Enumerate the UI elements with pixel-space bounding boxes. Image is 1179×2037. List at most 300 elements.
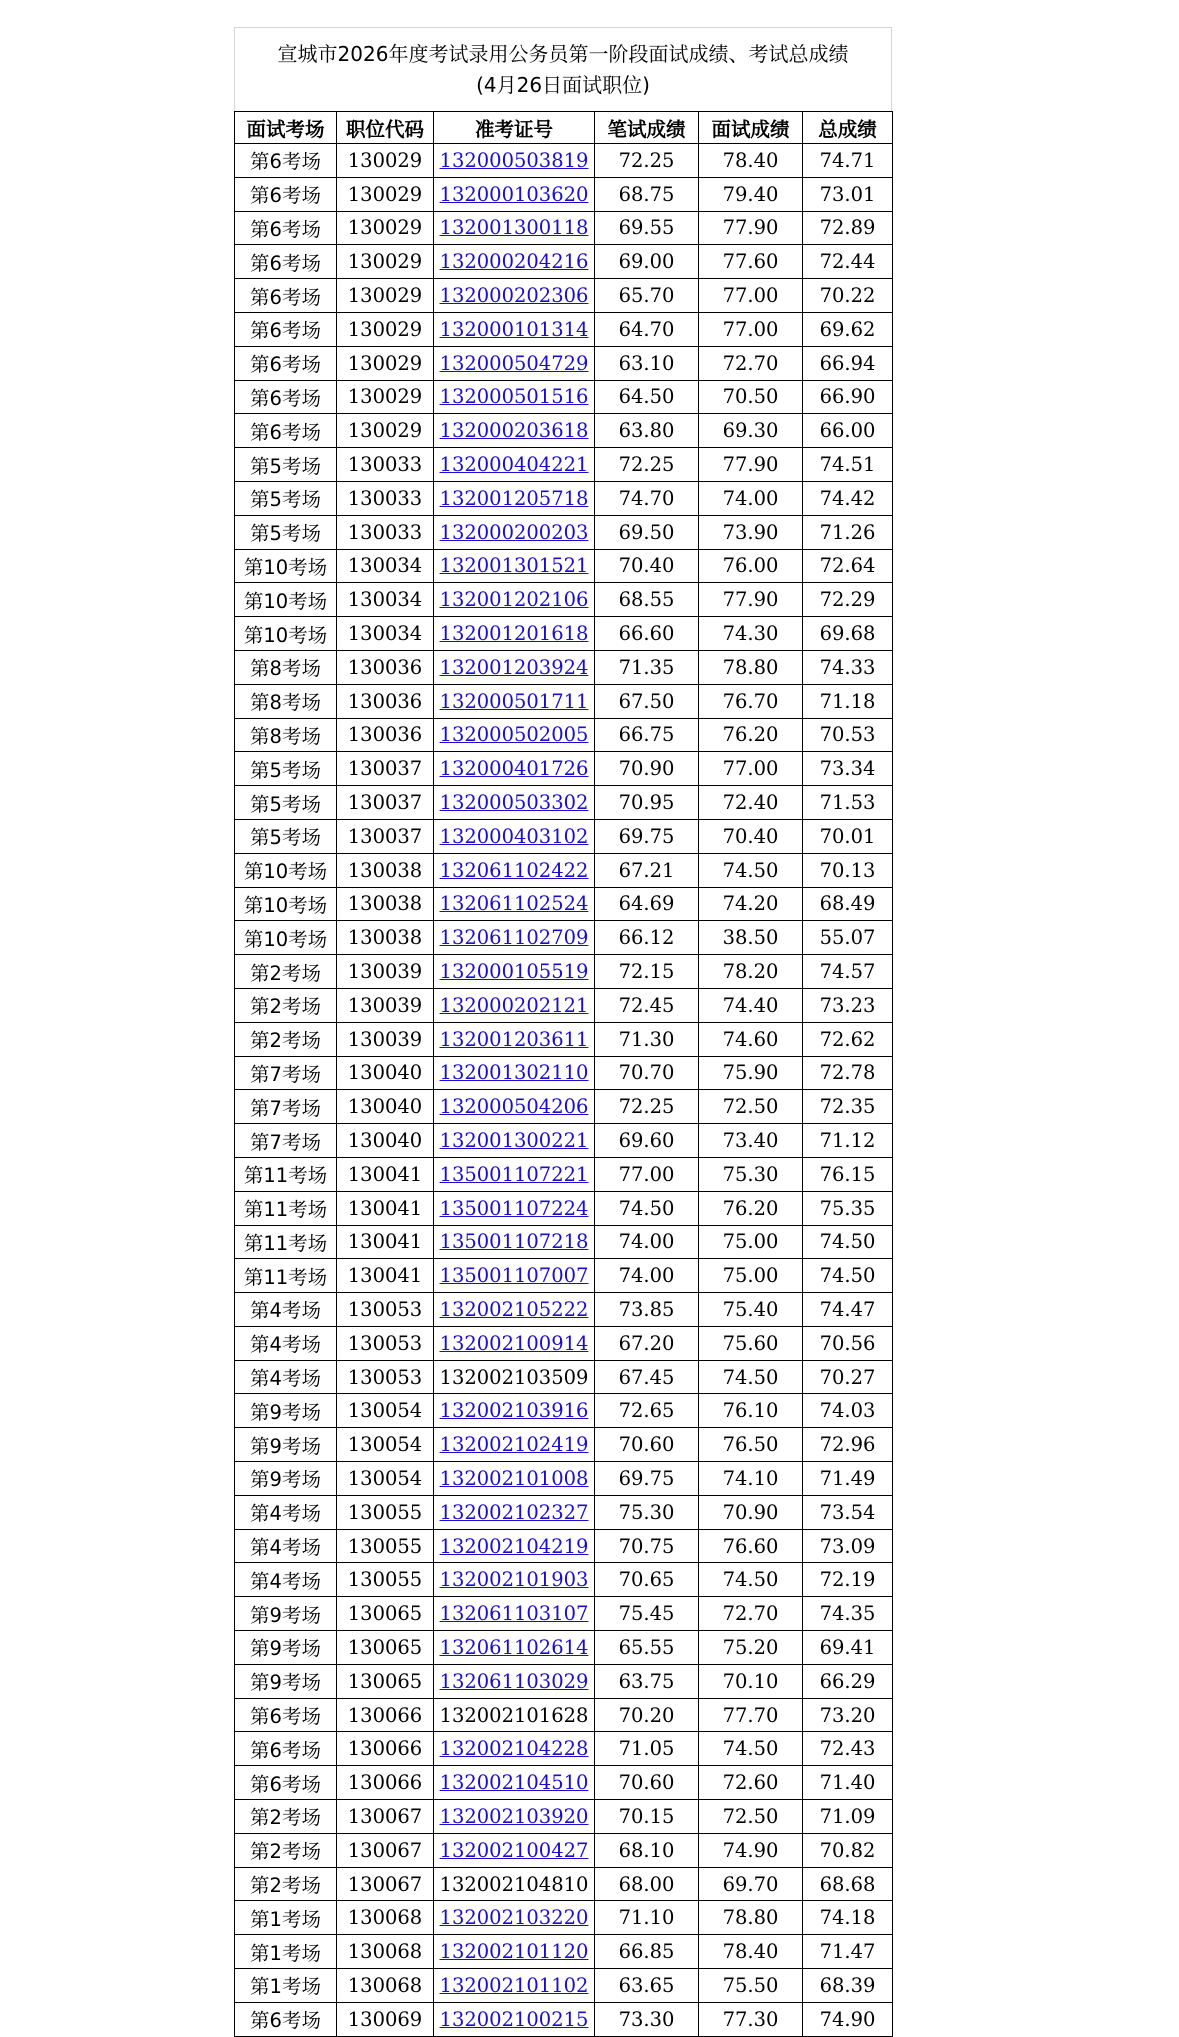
- ticket-link[interactable]: 132000105519: [439, 960, 589, 984]
- cell-position-code: 130053: [337, 1326, 434, 1360]
- cell-exam-room: 第7考场: [235, 1056, 337, 1090]
- cell-position-code: 130041: [337, 1259, 434, 1293]
- ticket-link[interactable]: 132001202106: [439, 588, 589, 612]
- cell-exam-room: 第4考场: [235, 1495, 337, 1529]
- cell-written-score: 71.35: [595, 650, 699, 684]
- cell-position-code: 130029: [337, 177, 434, 211]
- cell-written-score: 72.45: [595, 988, 699, 1022]
- table-row: [235, 1326, 893, 1360]
- cell-position-code: 130033: [337, 448, 434, 482]
- table-row: [235, 279, 893, 313]
- cell-total-score: 74.71: [803, 144, 893, 178]
- ticket-link[interactable]: 132001201618: [439, 622, 589, 646]
- cell-interview-score: 74.30: [699, 617, 803, 651]
- cell-ticket-number: [434, 853, 595, 887]
- cell-ticket-number: [434, 1698, 595, 1732]
- cell-interview-score: 75.90: [699, 1056, 803, 1090]
- cell-written-score: 66.75: [595, 718, 699, 752]
- cell-position-code: 130039: [337, 988, 434, 1022]
- cell-ticket-number: [434, 1293, 595, 1327]
- table-row: [235, 1495, 893, 1529]
- cell-total-score: 66.94: [803, 346, 893, 380]
- ticket-link[interactable]: 132061102524: [439, 892, 589, 916]
- cell-position-code: 130029: [337, 414, 434, 448]
- ticket-link[interactable]: 132001203611: [439, 1027, 589, 1051]
- cell-written-score: 68.75: [595, 177, 699, 211]
- cell-ticket-number: [434, 650, 595, 684]
- cell-position-code: 130041: [337, 1225, 434, 1259]
- cell-interview-score: 77.90: [699, 211, 803, 245]
- cell-written-score: 74.50: [595, 1191, 699, 1225]
- cell-ticket-number: [434, 481, 595, 515]
- cell-interview-score: 77.60: [699, 245, 803, 279]
- ticket-link[interactable]: 132000503302: [439, 791, 589, 815]
- table-row: [235, 853, 893, 887]
- ticket-link[interactable]: 132002103920: [439, 1804, 589, 1828]
- ticket-link[interactable]: 132002105222: [439, 1297, 589, 1321]
- cell-written-score: 75.45: [595, 1597, 699, 1631]
- ticket-link[interactable]: 132002101008: [439, 1466, 589, 1490]
- ticket-link[interactable]: 132061103107: [439, 1602, 589, 1626]
- ticket-link[interactable]: 132001300221: [439, 1129, 589, 1152]
- cell-exam-room: 第6考场: [235, 1698, 337, 1732]
- cell-position-code: 130067: [337, 1867, 434, 1901]
- cell-ticket-number: [434, 1394, 595, 1428]
- cell-total-score: 74.18: [803, 1901, 893, 1935]
- cell-exam-room: 第5考场: [235, 786, 337, 820]
- ticket-link[interactable]: 132000101314: [439, 317, 589, 341]
- cell-written-score: 68.00: [595, 1867, 699, 1901]
- cell-exam-room: 第10考场: [235, 887, 337, 921]
- cell-written-score: 71.10: [595, 1901, 699, 1935]
- table-row: [235, 245, 893, 279]
- cell-interview-score: 74.40: [699, 988, 803, 1022]
- table-row: [235, 1766, 893, 1800]
- cell-ticket-number: [434, 1428, 595, 1462]
- ticket-link[interactable]: 132000202306: [439, 284, 589, 308]
- cell-position-code: 130055: [337, 1495, 434, 1529]
- cell-total-score: 69.62: [803, 312, 893, 346]
- cell-ticket-number: [434, 211, 595, 245]
- cell-interview-score: 72.40: [699, 786, 803, 820]
- table-row: [235, 1259, 893, 1293]
- cell-interview-score: 77.00: [699, 312, 803, 346]
- table-row: [235, 921, 893, 955]
- cell-ticket-number: [434, 1529, 595, 1563]
- table-row: [235, 1022, 893, 1056]
- cell-ticket-number: [434, 245, 595, 279]
- cell-exam-room: 第8考场: [235, 718, 337, 752]
- cell-interview-score: 72.70: [699, 1597, 803, 1631]
- cell-total-score: 72.43: [803, 1732, 893, 1766]
- cell-ticket-number: [434, 312, 595, 346]
- cell-written-score: 70.95: [595, 786, 699, 820]
- cell-written-score: 72.25: [595, 1090, 699, 1124]
- ticket-link[interactable]: 135001107218: [439, 1230, 589, 1254]
- cell-total-score: 70.82: [803, 1833, 893, 1867]
- cell-ticket-number: [434, 1766, 595, 1800]
- cell-ticket-number: [434, 1360, 595, 1394]
- table-row: [235, 752, 893, 786]
- cell-position-code: 130029: [337, 346, 434, 380]
- cell-total-score: 71.26: [803, 515, 893, 549]
- ticket-link[interactable]: 132000200203: [439, 520, 589, 544]
- ticket-link[interactable]: 132000504206: [439, 1095, 589, 1119]
- cell-position-code: 130054: [337, 1394, 434, 1428]
- cell-total-score: 72.89: [803, 211, 893, 245]
- cell-position-code: 130029: [337, 312, 434, 346]
- cell-interview-score: 76.70: [699, 684, 803, 718]
- cell-written-score: 63.65: [595, 1969, 699, 2003]
- cell-ticket-number: [434, 718, 595, 752]
- cell-ticket-number: [434, 1090, 595, 1124]
- cell-total-score: 70.53: [803, 718, 893, 752]
- cell-interview-score: 76.50: [699, 1428, 803, 1462]
- table-row: [235, 144, 893, 178]
- ticket-link[interactable]: 132002101120: [439, 1940, 589, 1964]
- ticket-link[interactable]: 132002100427: [439, 1838, 589, 1862]
- cell-position-code: 130065: [337, 1631, 434, 1665]
- ticket-link[interactable]: 132002104510: [439, 1771, 589, 1795]
- ticket-link[interactable]: 132000502005: [439, 723, 589, 747]
- cell-interview-score: 75.00: [699, 1225, 803, 1259]
- cell-ticket-number: [434, 1631, 595, 1665]
- cell-interview-score: 75.60: [699, 1326, 803, 1360]
- header-position-code: 职位代码: [337, 112, 434, 144]
- score-sheet: [234, 27, 892, 2037]
- cell-ticket-number: [434, 752, 595, 786]
- cell-interview-score: 78.80: [699, 1901, 803, 1935]
- ticket-link[interactable]: 132002104219: [439, 1534, 589, 1558]
- table-row: [235, 1698, 893, 1732]
- cell-ticket-number: [434, 1462, 595, 1496]
- table-row: [235, 1901, 893, 1935]
- cell-written-score: 63.75: [595, 1664, 699, 1698]
- cell-position-code: 130029: [337, 211, 434, 245]
- ticket-link[interactable]: 132000401726: [439, 757, 589, 781]
- cell-written-score: 72.65: [595, 1394, 699, 1428]
- cell-position-code: 130036: [337, 718, 434, 752]
- cell-ticket-number: [434, 177, 595, 211]
- table-row: [235, 1664, 893, 1698]
- cell-exam-room: 第7考场: [235, 1090, 337, 1124]
- ticket-link[interactable]: 132000501711: [439, 689, 589, 713]
- table-row: [235, 1563, 893, 1597]
- cell-ticket-number: [434, 1563, 595, 1597]
- ticket-link[interactable]: 132002103220: [439, 1906, 589, 1930]
- cell-position-code: 130041: [337, 1157, 434, 1191]
- cell-ticket-number: [434, 1326, 595, 1360]
- table-row: [235, 177, 893, 211]
- ticket-text: 132002104810: [439, 1872, 589, 1896]
- cell-ticket-number: [434, 819, 595, 853]
- cell-written-score: 63.10: [595, 346, 699, 380]
- cell-position-code: 130038: [337, 921, 434, 955]
- cell-exam-room: 第7考场: [235, 1124, 337, 1158]
- score-table: [234, 111, 893, 2037]
- table-row: [235, 1056, 893, 1090]
- ticket-link[interactable]: 132061102422: [439, 858, 589, 882]
- table-row: [235, 718, 893, 752]
- table-row: [235, 1191, 893, 1225]
- cell-total-score: 66.00: [803, 414, 893, 448]
- ticket-link[interactable]: 132061103029: [439, 1669, 589, 1693]
- ticket-link[interactable]: 132001302110: [439, 1061, 589, 1085]
- cell-interview-score: 74.00: [699, 481, 803, 515]
- cell-total-score: 74.33: [803, 650, 893, 684]
- cell-exam-room: 第9考场: [235, 1394, 337, 1428]
- header-exam-room: 面试考场: [235, 112, 337, 144]
- ticket-link[interactable]: 132002101903: [439, 1568, 589, 1592]
- cell-total-score: 68.68: [803, 1867, 893, 1901]
- cell-interview-score: 69.70: [699, 1867, 803, 1901]
- cell-ticket-number: [434, 1259, 595, 1293]
- cell-total-score: 68.49: [803, 887, 893, 921]
- sheet-title: [234, 27, 892, 111]
- cell-total-score: 73.34: [803, 752, 893, 786]
- cell-interview-score: 77.00: [699, 752, 803, 786]
- cell-position-code: 130041: [337, 1191, 434, 1225]
- cell-written-score: 70.15: [595, 1800, 699, 1834]
- cell-interview-score: 78.40: [699, 1935, 803, 1969]
- cell-position-code: 130067: [337, 1833, 434, 1867]
- table-row: [235, 988, 893, 1022]
- cell-exam-room: 第5考场: [235, 481, 337, 515]
- cell-exam-room: 第10考场: [235, 921, 337, 955]
- cell-written-score: 69.55: [595, 211, 699, 245]
- cell-interview-score: 72.70: [699, 346, 803, 380]
- cell-written-score: 64.50: [595, 380, 699, 414]
- table-row: [235, 1293, 893, 1327]
- cell-written-score: 71.30: [595, 1022, 699, 1056]
- cell-interview-score: 70.90: [699, 1495, 803, 1529]
- cell-total-score: 74.50: [803, 1225, 893, 1259]
- cell-position-code: 130040: [337, 1056, 434, 1090]
- table-row: [235, 346, 893, 380]
- ticket-link[interactable]: 132000204216: [439, 250, 589, 274]
- ticket-link[interactable]: 132002100215: [439, 2007, 589, 2031]
- cell-exam-room: 第2考场: [235, 988, 337, 1022]
- cell-written-score: 71.05: [595, 1732, 699, 1766]
- cell-interview-score: 76.20: [699, 1191, 803, 1225]
- cell-position-code: 130053: [337, 1293, 434, 1327]
- table-body: [235, 144, 893, 2037]
- cell-written-score: 69.60: [595, 1124, 699, 1158]
- cell-total-score: 74.47: [803, 1293, 893, 1327]
- cell-total-score: 74.51: [803, 448, 893, 482]
- cell-total-score: 73.20: [803, 1698, 893, 1732]
- cell-ticket-number: [434, 380, 595, 414]
- cell-ticket-number: [434, 1157, 595, 1191]
- cell-interview-score: 75.50: [699, 1969, 803, 2003]
- ticket-link[interactable]: 132002101102: [439, 1973, 589, 1997]
- cell-written-score: 70.75: [595, 1529, 699, 1563]
- table-row: [235, 786, 893, 820]
- cell-ticket-number: [434, 1969, 595, 2003]
- cell-exam-room: 第5考场: [235, 448, 337, 482]
- ticket-link[interactable]: 132001203924: [439, 655, 589, 679]
- cell-ticket-number: [434, 1495, 595, 1529]
- ticket-link[interactable]: 135001107221: [439, 1162, 589, 1186]
- ticket-link[interactable]: 132000103620: [439, 182, 589, 206]
- cell-interview-score: 75.40: [699, 1293, 803, 1327]
- cell-ticket-number: [434, 583, 595, 617]
- cell-position-code: 130034: [337, 549, 434, 583]
- cell-ticket-number: [434, 955, 595, 989]
- cell-written-score: 67.45: [595, 1360, 699, 1394]
- table-row: [235, 1360, 893, 1394]
- cell-written-score: 65.70: [595, 279, 699, 313]
- cell-exam-room: 第10考场: [235, 583, 337, 617]
- cell-interview-score: 75.30: [699, 1157, 803, 1191]
- ticket-link[interactable]: 135001107224: [439, 1196, 589, 1220]
- cell-exam-room: 第6考场: [235, 245, 337, 279]
- cell-position-code: 130054: [337, 1462, 434, 1496]
- ticket-text: 132002101628: [439, 1703, 589, 1727]
- cell-written-score: 69.50: [595, 515, 699, 549]
- cell-position-code: 130055: [337, 1529, 434, 1563]
- cell-written-score: 67.21: [595, 853, 699, 887]
- table-row: [235, 481, 893, 515]
- cell-written-score: 66.85: [595, 1935, 699, 1969]
- cell-exam-room: 第5考场: [235, 752, 337, 786]
- cell-interview-score: 38.50: [699, 921, 803, 955]
- ticket-link[interactable]: 132061102614: [439, 1635, 589, 1659]
- cell-exam-room: 第1考场: [235, 1935, 337, 1969]
- cell-written-score: 63.80: [595, 414, 699, 448]
- cell-total-score: 74.35: [803, 1597, 893, 1631]
- cell-total-score: 69.68: [803, 617, 893, 651]
- cell-position-code: 130066: [337, 1698, 434, 1732]
- cell-interview-score: 73.90: [699, 515, 803, 549]
- cell-position-code: 130066: [337, 1766, 434, 1800]
- cell-exam-room: 第6考场: [235, 1766, 337, 1800]
- cell-position-code: 130055: [337, 1563, 434, 1597]
- cell-interview-score: 74.50: [699, 853, 803, 887]
- cell-exam-room: 第5考场: [235, 515, 337, 549]
- cell-written-score: 72.15: [595, 955, 699, 989]
- ticket-link[interactable]: 132001300118: [439, 216, 589, 240]
- cell-position-code: 130029: [337, 279, 434, 313]
- cell-total-score: 74.50: [803, 1259, 893, 1293]
- cell-exam-room: 第6考场: [235, 346, 337, 380]
- cell-written-score: 75.30: [595, 1495, 699, 1529]
- cell-written-score: 70.90: [595, 752, 699, 786]
- cell-ticket-number: [434, 1124, 595, 1158]
- cell-total-score: 72.78: [803, 1056, 893, 1090]
- table-row: [235, 1428, 893, 1462]
- cell-exam-room: 第10考场: [235, 853, 337, 887]
- cell-total-score: 66.29: [803, 1664, 893, 1698]
- ticket-link[interactable]: 132000202121: [439, 993, 589, 1017]
- cell-written-score: 77.00: [595, 1157, 699, 1191]
- ticket-link[interactable]: 132000503819: [439, 148, 589, 172]
- cell-ticket-number: [434, 515, 595, 549]
- cell-written-score: 64.69: [595, 887, 699, 921]
- ticket-link[interactable]: 132002104228: [439, 1737, 589, 1761]
- cell-exam-room: 第11考场: [235, 1225, 337, 1259]
- cell-exam-room: 第10考场: [235, 549, 337, 583]
- cell-exam-room: 第9考场: [235, 1631, 337, 1665]
- cell-total-score: 74.03: [803, 1394, 893, 1428]
- table-row: [235, 1935, 893, 1969]
- table-row: [235, 819, 893, 853]
- table-row: [235, 1462, 893, 1496]
- ticket-link[interactable]: 132002103916: [439, 1399, 589, 1423]
- cell-exam-room: 第9考场: [235, 1462, 337, 1496]
- ticket-link[interactable]: 132000404221: [439, 453, 589, 477]
- cell-ticket-number: [434, 2002, 595, 2036]
- cell-interview-score: 77.70: [699, 1698, 803, 1732]
- ticket-link[interactable]: 132000203618: [439, 419, 589, 443]
- cell-exam-room: 第11考场: [235, 1191, 337, 1225]
- cell-interview-score: 78.40: [699, 144, 803, 178]
- header-row: [235, 112, 893, 144]
- ticket-link[interactable]: 132000403102: [439, 824, 589, 848]
- cell-total-score: 71.12: [803, 1124, 893, 1158]
- ticket-link[interactable]: 132002102419: [439, 1433, 589, 1457]
- ticket-link[interactable]: 132000504729: [439, 351, 589, 375]
- cell-written-score: 70.20: [595, 1698, 699, 1732]
- table-row: [235, 1394, 893, 1428]
- ticket-link[interactable]: 132001301521: [439, 554, 589, 578]
- cell-position-code: 130068: [337, 1901, 434, 1935]
- cell-ticket-number: [434, 1833, 595, 1867]
- table-row: [235, 1867, 893, 1901]
- cell-exam-room: 第2考场: [235, 1867, 337, 1901]
- cell-ticket-number: [434, 921, 595, 955]
- table-row: [235, 1225, 893, 1259]
- cell-exam-room: 第9考场: [235, 1664, 337, 1698]
- cell-exam-room: 第6考场: [235, 1732, 337, 1766]
- cell-position-code: 130069: [337, 2002, 434, 2036]
- ticket-link[interactable]: 132002100914: [439, 1331, 589, 1355]
- cell-total-score: 71.18: [803, 684, 893, 718]
- cell-total-score: 72.35: [803, 1090, 893, 1124]
- cell-interview-score: 70.50: [699, 380, 803, 414]
- cell-written-score: 70.70: [595, 1056, 699, 1090]
- ticket-link[interactable]: 135001107007: [439, 1264, 589, 1288]
- cell-position-code: 130065: [337, 1597, 434, 1631]
- cell-ticket-number: [434, 988, 595, 1022]
- cell-position-code: 130040: [337, 1124, 434, 1158]
- cell-interview-score: 78.20: [699, 955, 803, 989]
- ticket-link[interactable]: 132001205718: [439, 486, 589, 510]
- cell-exam-room: 第4考场: [235, 1293, 337, 1327]
- table-row: [235, 1969, 893, 2003]
- cell-ticket-number: [434, 144, 595, 178]
- cell-written-score: 65.55: [595, 1631, 699, 1665]
- cell-written-score: 64.70: [595, 312, 699, 346]
- cell-total-score: 70.27: [803, 1360, 893, 1394]
- ticket-link[interactable]: 132002102327: [439, 1500, 589, 1524]
- cell-interview-score: 69.30: [699, 414, 803, 448]
- cell-written-score: 74.00: [595, 1259, 699, 1293]
- cell-written-score: 66.12: [595, 921, 699, 955]
- cell-written-score: 70.40: [595, 549, 699, 583]
- cell-exam-room: 第6考场: [235, 380, 337, 414]
- cell-total-score: 73.54: [803, 1495, 893, 1529]
- table-row: [235, 955, 893, 989]
- cell-position-code: 130039: [337, 1022, 434, 1056]
- cell-ticket-number: [434, 414, 595, 448]
- cell-total-score: 73.09: [803, 1529, 893, 1563]
- ticket-link[interactable]: 132061102709: [439, 926, 589, 950]
- cell-exam-room: 第5考场: [235, 819, 337, 853]
- cell-interview-score: 70.10: [699, 1664, 803, 1698]
- cell-position-code: 130068: [337, 1935, 434, 1969]
- ticket-link[interactable]: 132000501516: [439, 385, 589, 409]
